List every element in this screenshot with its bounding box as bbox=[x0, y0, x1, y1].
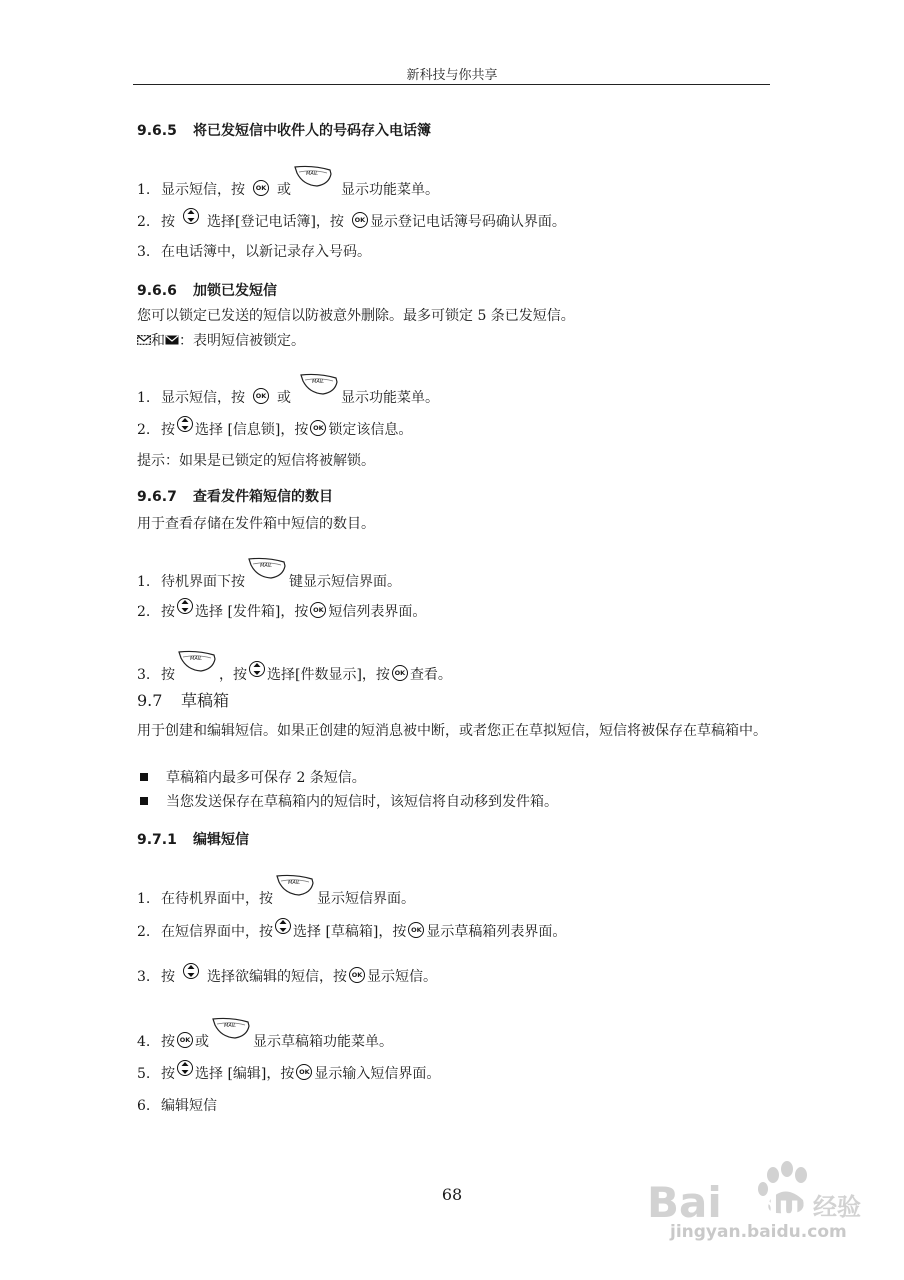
step-9-6-6-2 bbox=[137, 416, 412, 440]
tip: 提示：如果是已锁定的短信将被解锁。 bbox=[137, 453, 375, 469]
svg-text:MAIL: MAIL bbox=[288, 880, 300, 886]
up-down-nav-key-icon bbox=[177, 598, 193, 614]
section-number: 9.7.1 bbox=[137, 832, 177, 848]
mail-key-icon bbox=[275, 873, 315, 897]
step-text: 按 bbox=[161, 667, 175, 683]
mail-key-icon bbox=[177, 649, 217, 673]
step-text: 显示功能菜单。 bbox=[341, 182, 439, 198]
step-text: 键显示短信界面。 bbox=[289, 574, 401, 590]
bullet-text: 草稿箱内最多可保存 2 条短信。 bbox=[166, 770, 366, 786]
ok-key-icon: OK bbox=[408, 922, 424, 938]
step-number: 5. bbox=[137, 1066, 151, 1082]
ok-key-icon: OK bbox=[253, 388, 269, 404]
step-text: 或 bbox=[195, 1034, 209, 1050]
section-title: 加锁已发短信 bbox=[193, 283, 277, 299]
svg-text:经验: 经验 bbox=[813, 1193, 861, 1221]
paragraph: 您可以锁定已发送的短信以防被意外删除。最多可锁定 5 条已发短信。 bbox=[137, 308, 575, 324]
svg-text:MAIL: MAIL bbox=[260, 563, 272, 569]
step-text: 显示功能菜单。 bbox=[341, 390, 439, 406]
step-9-6-7-2 bbox=[137, 598, 426, 622]
section-title: 将已发短信中收件人的号码存入电话簿 bbox=[193, 123, 431, 139]
step-text: 查看。 bbox=[409, 667, 452, 683]
step-text: 在电话簿中，以新记录存入号码。 bbox=[161, 244, 371, 260]
step-text: 在待机界面中，按 bbox=[161, 891, 273, 907]
section-title: 编辑短信 bbox=[193, 832, 249, 848]
step-number: 6. bbox=[137, 1098, 151, 1114]
step-9-7-1-2 bbox=[137, 918, 566, 942]
section-heading-9-7-1 bbox=[137, 830, 249, 850]
step-text: 锁定该信息。 bbox=[328, 422, 413, 438]
step-number: 1. bbox=[137, 182, 151, 198]
step-text: 短信列表界面。 bbox=[328, 604, 427, 620]
step-text: 选择[登记电话簿]，按 bbox=[207, 214, 344, 230]
step-number: 1. bbox=[137, 574, 151, 590]
step-text: 选择 [草稿箱]，按 bbox=[293, 924, 407, 940]
mail-key-icon bbox=[293, 164, 333, 188]
running-header: 新科技与你共享 bbox=[406, 68, 498, 83]
section-heading-9-6-7 bbox=[137, 487, 333, 507]
square-bullet-icon bbox=[140, 797, 148, 805]
step-number: 2. bbox=[137, 422, 151, 438]
step-text: 选择[件数显示]，按 bbox=[267, 667, 390, 683]
mail-key-icon bbox=[211, 1016, 251, 1040]
page-number: 68 bbox=[441, 1185, 463, 1204]
step-text: 显示草稿箱功能菜单。 bbox=[253, 1034, 393, 1050]
step-text: 按 bbox=[161, 422, 175, 438]
svg-text:MAIL: MAIL bbox=[224, 1023, 236, 1029]
step-9-6-6-1 bbox=[137, 372, 439, 408]
section-heading-9-6-6 bbox=[137, 281, 277, 301]
step-text: 显示输入短信界面。 bbox=[314, 1066, 441, 1082]
step-number: 2. bbox=[137, 604, 151, 620]
step-number: 2. bbox=[137, 924, 151, 940]
legend-text: ：表明短信被锁定。 bbox=[179, 333, 305, 349]
paragraph: 用于查看存储在发件箱中短信的数目。 bbox=[137, 516, 375, 532]
ok-key-icon: OK bbox=[310, 602, 326, 618]
svg-text:MAIL: MAIL bbox=[312, 379, 324, 385]
up-down-nav-key-icon bbox=[249, 661, 265, 677]
bullet-item bbox=[137, 792, 558, 812]
read-lock-envelope-icon bbox=[165, 335, 179, 345]
step-number: 3. bbox=[137, 969, 151, 985]
step-text: 或 bbox=[277, 390, 291, 406]
step-text: 按 bbox=[161, 214, 175, 230]
step-text: 显示短信界面。 bbox=[317, 891, 415, 907]
step-text: 待机界面下按 bbox=[161, 574, 245, 590]
step-9-6-5-3 bbox=[137, 242, 371, 262]
step-text: 选择欲编辑的短信，按 bbox=[207, 969, 347, 985]
section-number: 9.6.5 bbox=[137, 123, 177, 139]
square-bullet-icon bbox=[140, 773, 148, 781]
ok-key-icon: OK bbox=[352, 212, 368, 228]
up-down-nav-key-icon bbox=[183, 208, 199, 224]
lock-legend bbox=[137, 331, 305, 351]
mail-key-icon bbox=[299, 372, 339, 396]
step-number: 1. bbox=[137, 390, 151, 406]
unread-lock-envelope-icon bbox=[137, 335, 151, 345]
ok-key-icon: OK bbox=[392, 665, 408, 681]
step-text: 按 bbox=[161, 1066, 175, 1082]
step-text: 显示短信，按 bbox=[161, 182, 245, 198]
step-number: 3. bbox=[137, 244, 151, 260]
section-number: 9.6.6 bbox=[137, 283, 177, 299]
step-9-6-7-3 bbox=[137, 649, 452, 685]
step-text: 选择 [编辑]，按 bbox=[195, 1066, 295, 1082]
up-down-nav-key-icon bbox=[177, 1060, 193, 1076]
ok-key-icon: OK bbox=[310, 420, 326, 436]
up-down-nav-key-icon bbox=[275, 918, 291, 934]
step-9-7-1-1 bbox=[137, 873, 415, 909]
step-9-6-7-1 bbox=[137, 556, 401, 592]
step-9-6-5-2 bbox=[137, 208, 566, 232]
section-heading-9-6-5 bbox=[137, 121, 431, 141]
step-text: 或 bbox=[277, 182, 291, 198]
bullet-text: 当您发送保存在草稿箱内的短信时，该短信将自动移到发件箱。 bbox=[166, 794, 558, 810]
step-text: ，按 bbox=[219, 667, 247, 683]
step-number: 2. bbox=[137, 214, 151, 230]
step-9-7-1-6 bbox=[137, 1096, 217, 1116]
paragraph: 用于创建和编辑短信。如果正创建的短消息被中断，或者您正在草拟短信，短信将被保存在草稿箱中。 bbox=[137, 723, 767, 739]
section-title: 查看发件箱短信的数目 bbox=[193, 489, 333, 505]
up-down-nav-key-icon bbox=[177, 416, 193, 432]
section-title: 草稿箱 bbox=[181, 691, 230, 710]
legend-and: 和 bbox=[151, 333, 165, 349]
step-text: 显示草稿箱列表界面。 bbox=[426, 924, 567, 940]
svg-text:du: du bbox=[757, 1190, 800, 1225]
section-heading-9-7 bbox=[137, 691, 229, 711]
step-9-7-1-4 bbox=[137, 1016, 393, 1052]
svg-text:MAIL: MAIL bbox=[306, 171, 318, 177]
up-down-nav-key-icon bbox=[183, 963, 199, 979]
step-number: 3. bbox=[137, 667, 151, 683]
section-number: 9.7 bbox=[137, 691, 163, 710]
step-text: 按 bbox=[161, 1034, 175, 1050]
step-9-7-1-5 bbox=[137, 1060, 440, 1084]
svg-text:Bai: Bai bbox=[647, 1178, 722, 1227]
step-9-6-5-1 bbox=[137, 164, 439, 200]
step-text: 显示登记电话簿号码确认界面。 bbox=[369, 214, 566, 230]
step-text: 按 bbox=[161, 604, 175, 620]
step-9-7-1-3 bbox=[137, 963, 437, 987]
svg-text:MAIL: MAIL bbox=[190, 656, 202, 662]
step-text: 显示短信，按 bbox=[161, 390, 245, 406]
header-rule bbox=[133, 84, 770, 85]
step-text: 按 bbox=[161, 969, 175, 985]
ok-key-icon: OK bbox=[177, 1032, 193, 1048]
ok-key-icon: OK bbox=[296, 1064, 312, 1080]
mail-key-icon bbox=[247, 556, 287, 580]
step-text: 选择 [发件箱]，按 bbox=[195, 604, 309, 620]
step-text: 选择 [信息锁]，按 bbox=[195, 422, 309, 438]
section-number: 9.6.7 bbox=[137, 489, 177, 505]
watermark-url: jingyan.baidu.com bbox=[670, 1222, 847, 1242]
bullet-item bbox=[137, 768, 366, 788]
step-number: 4. bbox=[137, 1034, 151, 1050]
step-text: 显示短信。 bbox=[367, 969, 437, 985]
step-number: 1. bbox=[137, 891, 151, 907]
step-text: 在短信界面中，按 bbox=[161, 924, 273, 940]
ok-key-icon: OK bbox=[349, 967, 365, 983]
ok-key-icon: OK bbox=[253, 180, 269, 196]
step-text: 编辑短信 bbox=[161, 1098, 217, 1114]
